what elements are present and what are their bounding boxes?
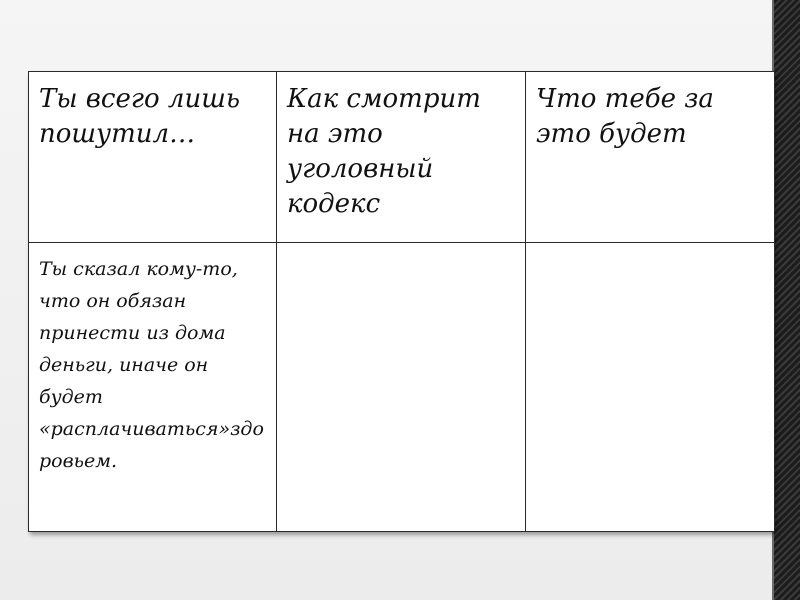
table-cell-empty [526, 243, 775, 532]
table-cell-situation [29, 243, 277, 532]
crime-table [28, 71, 775, 532]
header-text: Как смотрит на это уголовный кодекс [287, 84, 481, 219]
cell-text [526, 243, 774, 253]
table-cell-empty [277, 243, 526, 532]
header-text: Что тебе за это будет [536, 84, 714, 149]
table-header-row [29, 72, 775, 243]
cell-text [277, 243, 525, 253]
header-cell-criminal-code [277, 72, 526, 243]
cell-text: Ты сказал кому-то, что он обязан принести из дома деньги, иначе он будет «расплачиваться»здоровьем. [39, 258, 264, 472]
header-text: Ты всего лишь пошутил… [39, 84, 241, 149]
decorative-stripe [774, 0, 800, 600]
table-row [29, 243, 775, 532]
header-cell-consequence [526, 72, 775, 243]
header-cell-joke [29, 72, 277, 243]
